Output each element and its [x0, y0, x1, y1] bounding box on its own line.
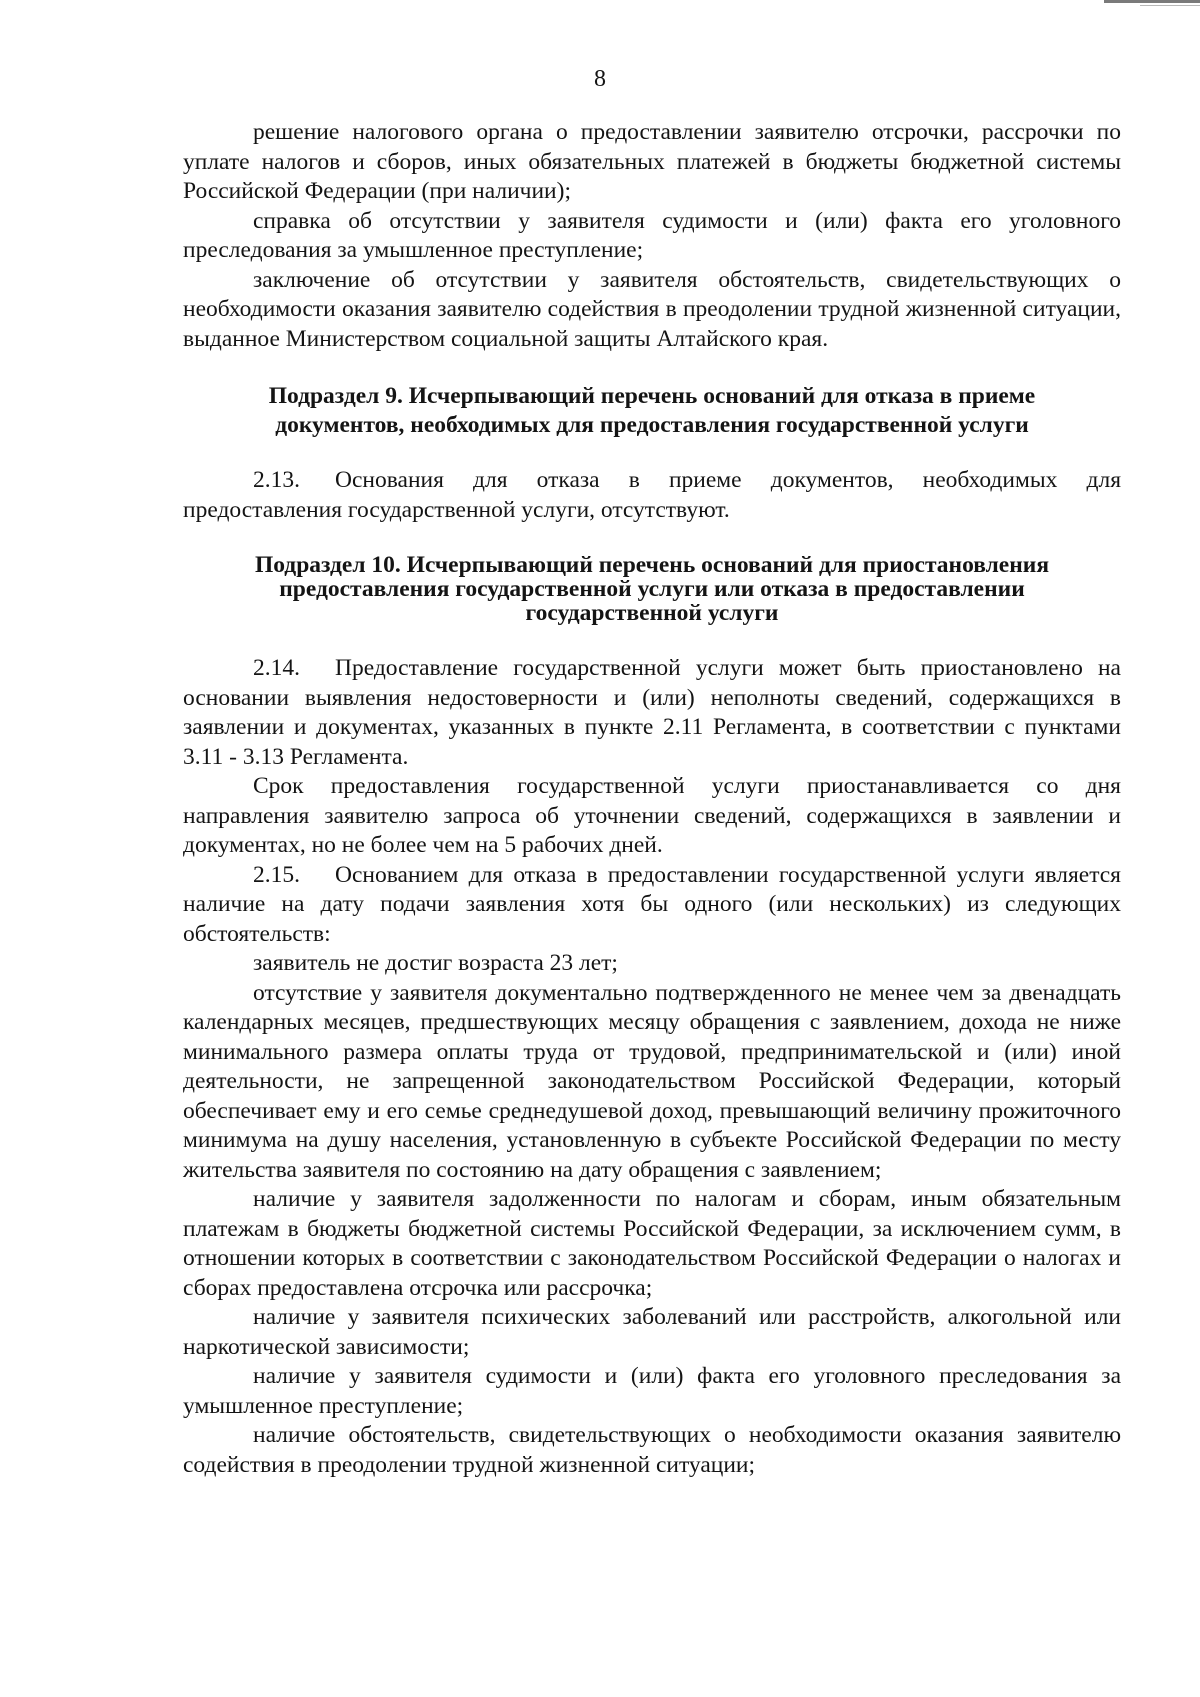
ground-age: заявитель не достиг возраста 23 лет; [253, 950, 618, 976]
paragraph-tax-deferral: решение налогового органа о предоставлении заявителю отсрочки, рассрочки по уплате налогов и сборов, иных обязательных платежей в бюджеты бюджетной системы Российской Федерации (при наличии); [183, 119, 1121, 204]
ground-mental-illness: наличие у заявителя психических заболеваний или расстройств, алкогольной или наркотической зависимости; [183, 1304, 1121, 1360]
item-2-14-text: Предоставление государственной услуги может быть приостановлено на основании выявления недостоверности и (или) неполноты сведений, содержащихся в заявлении и документах, указанных в пункте 2.11 Регламента, в соответствии с пунктами 3.11 - 3.13 Регламента. [183, 655, 1121, 770]
ground-criminal-record: наличие у заявителя судимости и (или) факта его уголовного преследования за умышленное преступление; [183, 1363, 1121, 1419]
ground-income: отсутствие у заявителя документально подтвержденного не менее чем за двенадцать календарных месяцев, предшествующих месяцу обращения с заявлением, дохода не ниже минимального размера оплаты труда от трудовой, предпринимательской и (или) иной деятельности, не запрещенной законодательством Российской Федерации, который обеспечивает ему и его семье среднедушевой доход, превышающий величину прожиточного минимума на душу населения, установленную в субъекте Российской Федерации по месту жительства заявителя по состоянию на дату обращения с заявлением; [183, 979, 1121, 1183]
page-number: 8 [594, 66, 606, 92]
paragraph-criminal-record-certificate: справка об отсутствии у заявителя судимости и (или) факта его уголовного преследования за умышленное преступление; [183, 207, 1121, 263]
section10-heading-line3: государственной услуги [525, 600, 779, 626]
item-2-14 [183, 654, 1121, 772]
paragraph-social-protection-conclusion: заключение об отсутствии у заявителя обстоятельств, свидетельствующих о необходимости оказания заявителю содействия в преодолении трудной жизненной ситуации, выданное Министерством социальной защиты Алтайского края. [183, 266, 1121, 352]
item-2-14-number: 2.14. [253, 655, 300, 681]
section9-heading [183, 382, 1121, 440]
section10-heading-line1: Подраздел 10. Исчерпывающий перечень оснований для приостановления [254, 552, 1050, 578]
section9-heading-line2: документов, необходимых для предоставления государственной услуги [275, 412, 1029, 438]
section9-heading-line1: Подраздел 9. Исчерпывающий перечень оснований для отказа в приеме [268, 383, 1036, 409]
item-2-13-text: Основания для отказа в приеме документов, необходимых для предоставления государственной услуги, отсутствуют. [183, 467, 1121, 523]
item-2-15-text: Основанием для отказа в предоставлении государственной услуги является наличие на дату подачи заявления хотя бы одного (или нескольких) из следующих обстоятельств: [183, 861, 1121, 947]
ground-tax-debt: наличие у заявителя задолженности по налогам и сборам, иным обязательным платежам в бюджеты бюджетной системы Российской Федерации, за исключением сумм, в отношении которых в соответствии с законодательством Российской Федерации о налогах и сборах предоставлена отсрочка или рассрочка; [183, 1186, 1121, 1301]
item-2-13-number: 2.13. [253, 467, 300, 493]
section10-heading [183, 553, 1121, 625]
section10-heading-line2: предоставления государственной услуги или отказа в предоставлении [279, 576, 1025, 602]
item-2-15-number: 2.15. [253, 861, 300, 888]
document-body [183, 118, 1121, 1480]
ground-difficult-situation: наличие обстоятельств, свидетельствующих о необходимости оказания заявителю содействия в преодолении трудной жизненной ситуации; [183, 1422, 1121, 1478]
paragraph-suspension-term: Срок предоставления государственной услуги приостанавливается со дня направления заявителю запроса об уточнении сведений, содержащихся в заявлении и документах, но не более чем на 5 рабочих дней. [183, 773, 1121, 858]
item-2-15 [183, 861, 1121, 950]
scan-edge-mark-secondary [1140, 5, 1200, 6]
item-2-13 [183, 466, 1121, 525]
scan-edge-mark [1104, 0, 1200, 3]
